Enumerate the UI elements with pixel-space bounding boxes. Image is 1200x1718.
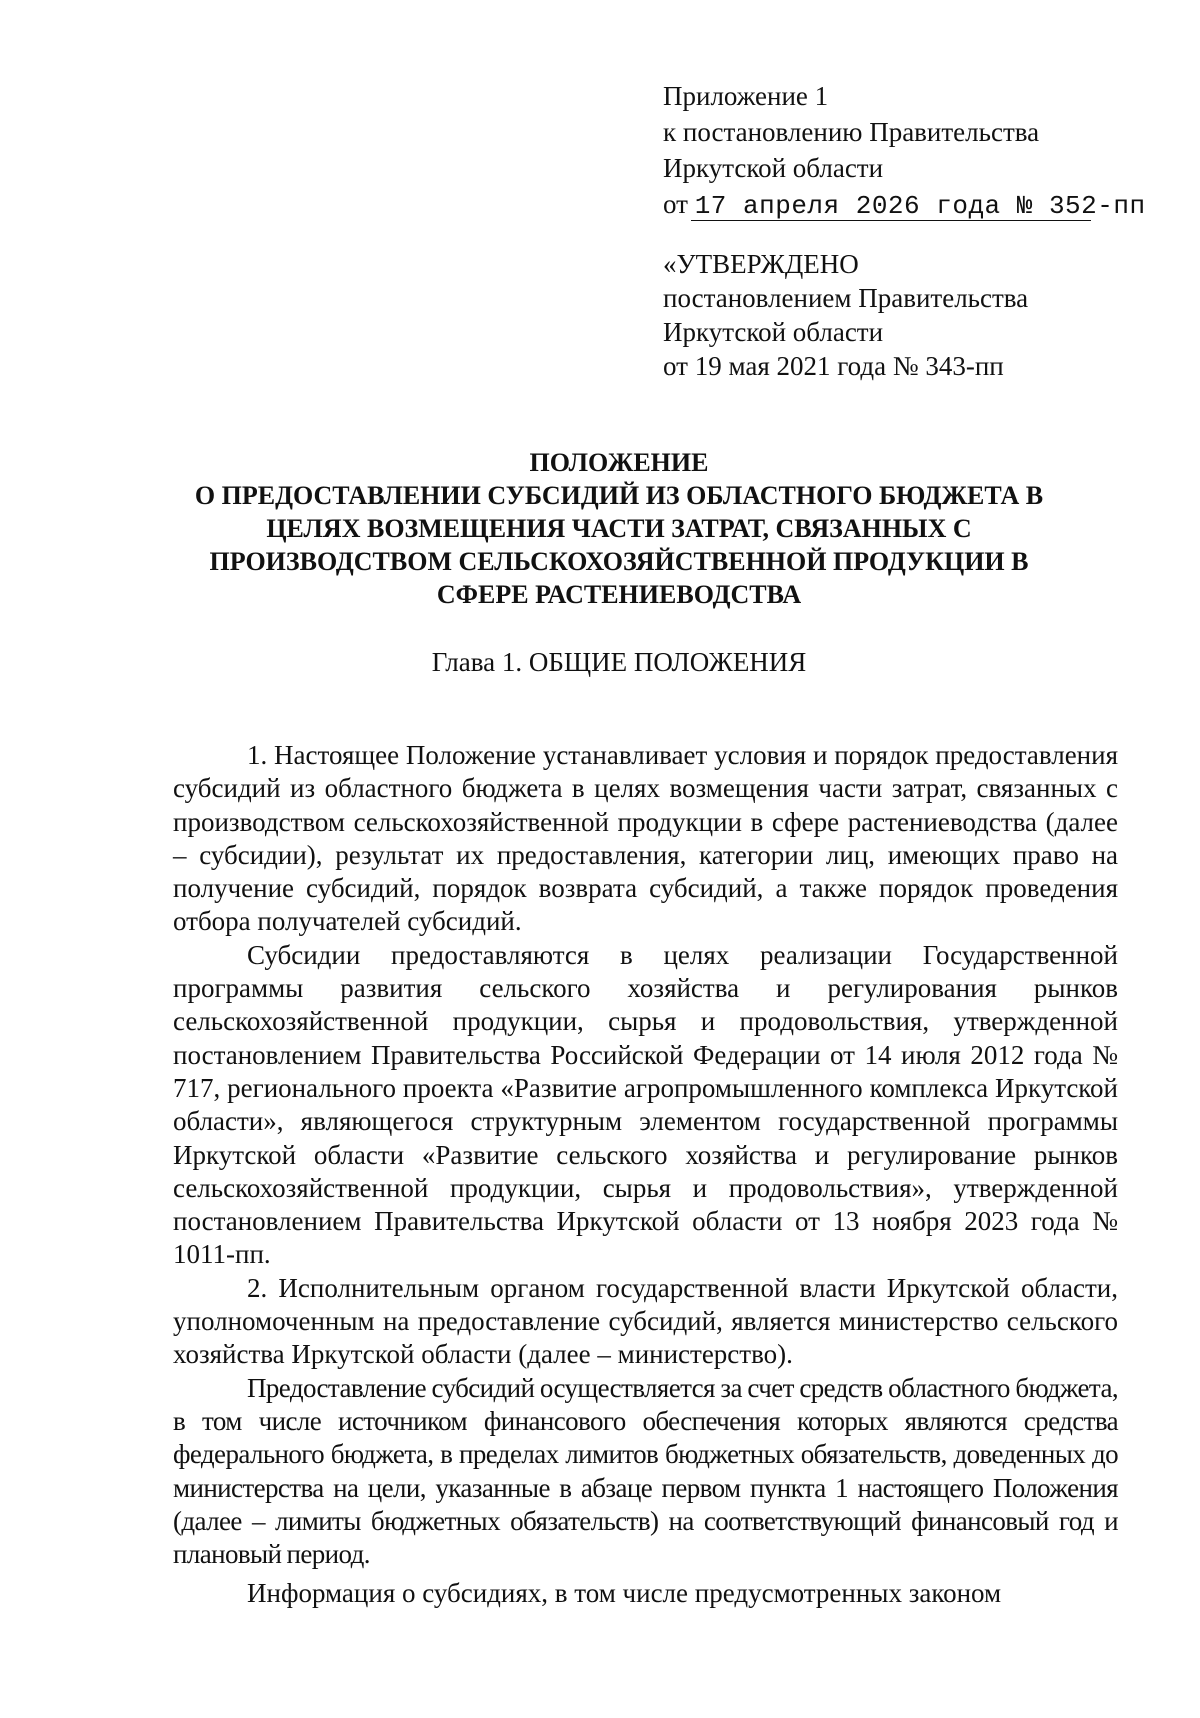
paragraph-2: Субсидии предоставляются в целях реализации Государственной программы развития сельского хозяйства и регулирования рынков сельскохозяйственной продукции, сырья и продовольствия, утвержденной постановлением Правительства Российской Федерации от 14 июля 2012 года № 717, регионального проекта «Развитие агропромышленного комплекса Иркутской области», являющегося структурным элементом государственной программы Иркутской области «Развитие сельского хозяйства и регулирование рынков сельскохозяйственной продукции, сырья и продовольствия», утвержденной постановлением Правительства Иркутской области от 13 ноября 2023 года № 1011-пп.	[173, 939, 1118, 1270]
approved-line-3: Иркутской области	[663, 317, 884, 347]
chapter-heading: Глава 1. ОБЩИЕ ПОЛОЖЕНИЯ	[431, 647, 807, 677]
attachment-line-2: к постановлению Правительства	[663, 117, 1040, 147]
title-line-3: ЦЕЛЯХ ВОЗМЕЩЕНИЯ ЧАСТИ ЗАТРАТ, СВЯЗАННЫХ С	[266, 514, 972, 543]
approved-line-1: «УТВЕРЖДЕНО	[663, 249, 859, 279]
title-line-4: ПРОИЗВОДСТВОМ СЕЛЬСКОХОЗЯЙСТВЕННОЙ ПРОДУКЦИИ В	[209, 547, 1029, 576]
attachment-date-line	[663, 186, 1146, 224]
approved-stamp-block	[663, 247, 1123, 383]
attachment-header	[663, 78, 1146, 224]
title-line-2: О ПРЕДОСТАВЛЕНИИ СУБСИДИЙ ИЗ ОБЛАСТНОГО БЮДЖЕТА В	[194, 481, 1044, 510]
paragraph-3: 2. Исполнительным органом государственной власти Иркутской области, уполномоченным на предоставление субсидий, является министерство сельского хозяйства Иркутской области (далее – министерство).	[173, 1272, 1118, 1370]
attachment-date-value: 17 апреля 2026 года № 352-пп	[694, 191, 1146, 221]
attachment-date-prefix: от	[663, 189, 695, 219]
attachment-line-1: Приложение 1	[663, 81, 829, 111]
date-underline	[691, 220, 1091, 221]
document-body	[173, 739, 1118, 1611]
title-line-1: ПОЛОЖЕНИЕ	[529, 448, 709, 477]
title-line-5: СФЕРЕ РАСТЕНИЕВОДСТВА	[436, 580, 802, 609]
paragraph-1: 1. Настоящее Положение устанавливает условия и порядок предоставления субсидий из областного бюджета в целях возмещения части затрат, связанных с производством сельскохозяйственной продукции в сфере растениеводства (далее – субсидии), результат их предоставления, категории лиц, имеющих право на получение субсидий, порядок возврата субсидий, а также порядок проведения отбора получателей субсидий.	[173, 740, 1118, 937]
paragraph-5: Информация о субсидиях, в том числе предусмотренных законом	[247, 1578, 1002, 1609]
attachment-line-3: Иркутской области	[663, 153, 884, 183]
approved-line-2: постановлением Правительства	[663, 283, 1029, 313]
paragraph-4: Предоставление субсидий осуществляется за счет средств областного бюджета, в том числе источником финансового обеспечения которых являются средства федерального бюджета, в пределах лимитов бюджетных обязательств, доведенных до министерства на цели, указанные в абзаце первом пункта 1 настоящего Положения (далее – лимиты бюджетных обязательств) на соответствующий финансовый год и плановый период.	[173, 1372, 1118, 1570]
document-title	[140, 446, 1098, 611]
approved-line-4: от 19 мая 2021 года № 343-пп	[663, 351, 1004, 381]
